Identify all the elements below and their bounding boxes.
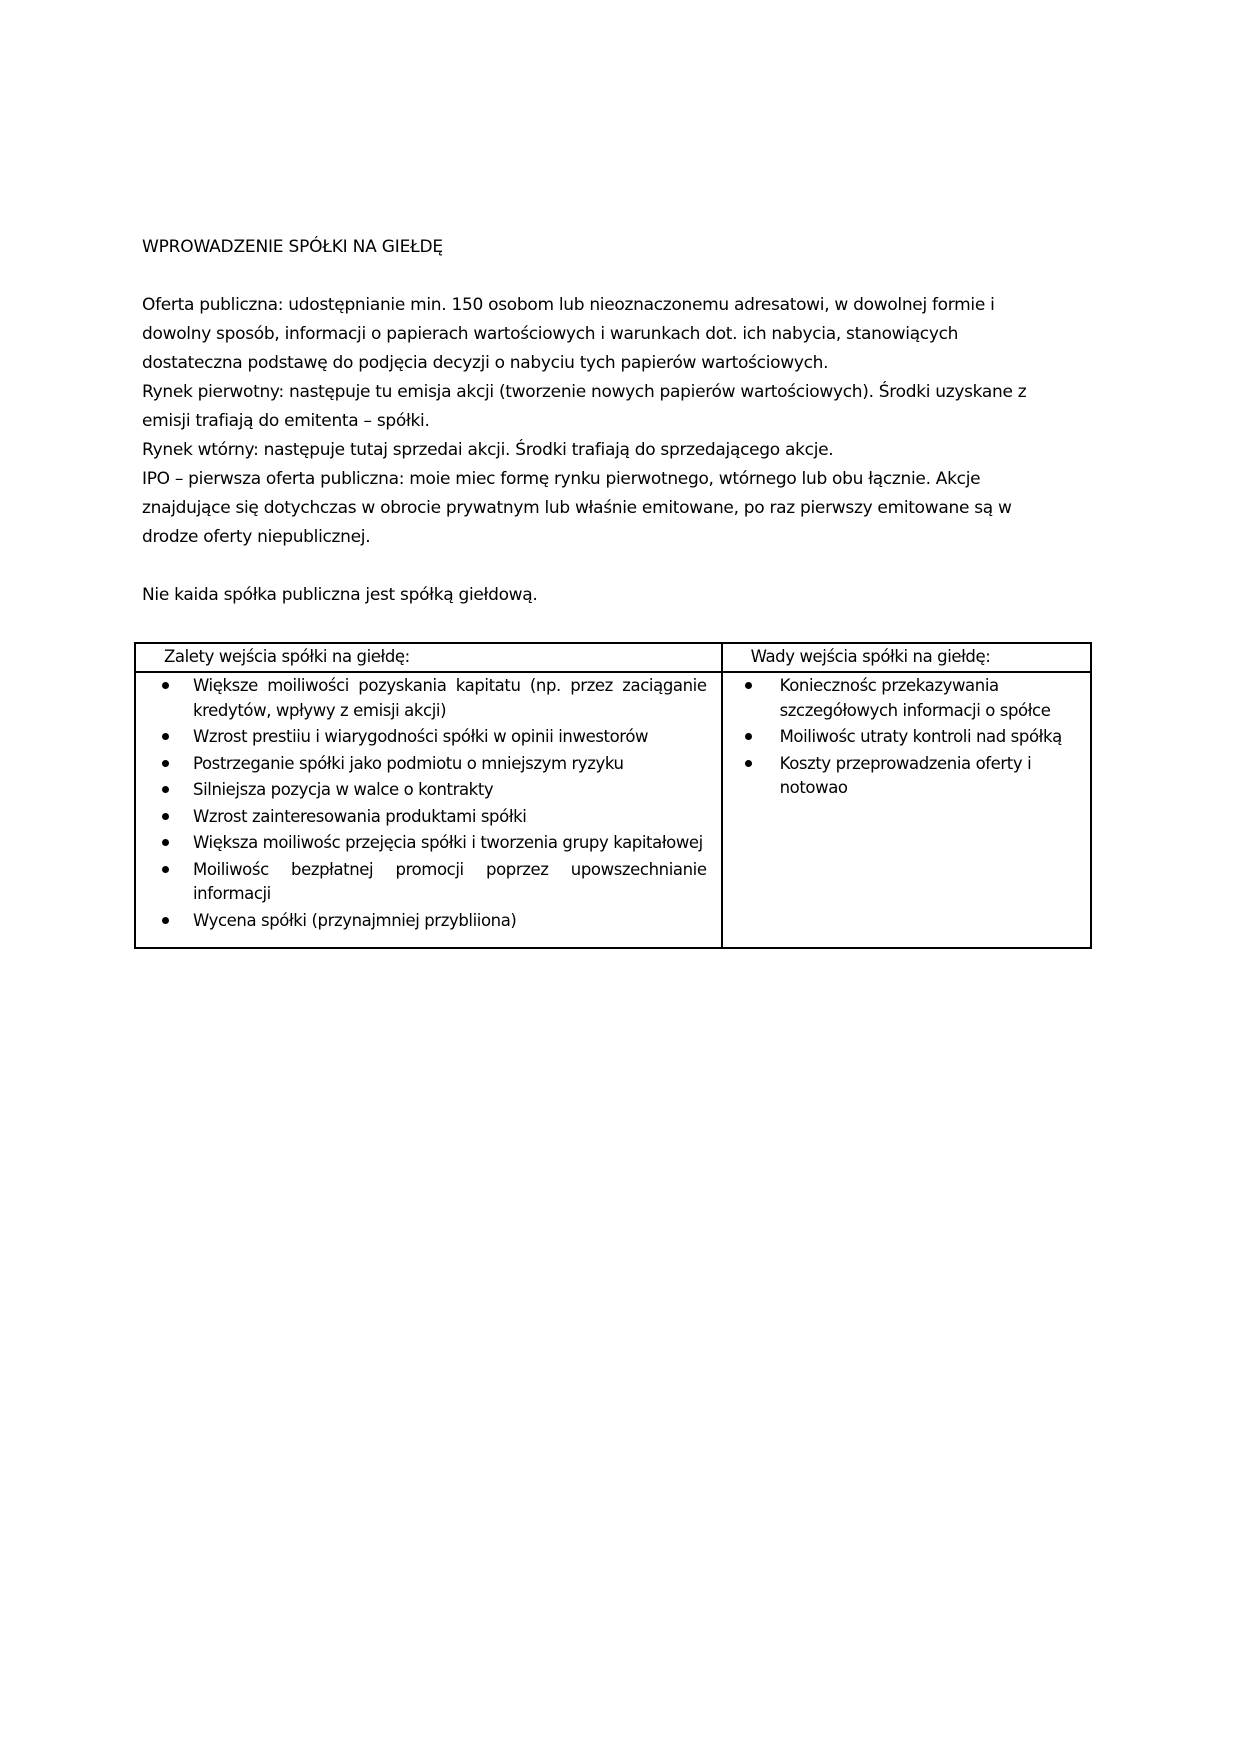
list-item: Wzrost prestiiu i wiarygodności spółki w opinii inwestorów <box>136 725 707 750</box>
paragraph-oferta-publiczna: Oferta publiczna: udostępnianie min. 150 osobom lub nieoznaczonemu adresatowi, w dowolnej formie i dowolny sposób, informacji o papierach wartościowych i warunkach dot. ich nabycia, stanowiących dostateczna podstawę do podjęcia decyzji o nabyciu tych papierów wartościowych. <box>142 295 995 373</box>
pros-list <box>136 674 707 933</box>
cons-cell <box>722 672 1091 948</box>
paragraph-rynek-pierwotny: Rynek pierwotny: następuje tu emisja akcji (tworzenie nowych papierów wartościowych). Środki uzyskane z emisji trafiają do emitenta – spółki. <box>142 382 1027 431</box>
list-item: Koszty przeprowadzenia oferty i notowao <box>723 752 1076 801</box>
list-item: Silniejsza pozycja w walce o kontrakty <box>136 778 707 803</box>
list-item: Moiliwośc utraty kontroli nad spółką <box>723 725 1076 750</box>
pros-cell <box>135 672 722 948</box>
document-title: WPROWADZENIE SPÓŁKI NA GIEŁDĘ <box>142 237 443 257</box>
list-item: Wzrost zainteresowania produktami spółki <box>136 805 707 830</box>
list-item: Większe moiliwości pozyskania kapitatu (np. przez zaciąganie kredytów, wpływy z emisji akcji) <box>136 674 707 723</box>
cons-list <box>723 674 1076 801</box>
list-item: Postrzeganie spółki jako podmiotu o mniejszym ryzyku <box>136 752 707 777</box>
closing-sentence: Nie kaida spółka publiczna jest spółką giełdową. <box>142 585 538 605</box>
cons-header: Wady wejścia spółki na giełdę: <box>722 643 1091 672</box>
table-header-row <box>135 643 1091 672</box>
document-body <box>142 291 1042 552</box>
list-item: Większa moiliwośc przejęcia spółki i tworzenia grupy kapitałowej <box>136 831 707 856</box>
paragraph-rynek-wtorny: Rynek wtórny: następuje tutaj sprzedai akcji. Środki trafiają do sprzedającego akcje. <box>142 440 834 460</box>
paragraph-ipo: IPO – pierwsza oferta publiczna: moie miec formę rynku pierwotnego, wtórnego lub obu łącznie. Akcje znajdujące się dotychczas w obrocie prywatnym lub właśnie emitowane, po raz pierwszy emitowane są w drodze oferty niepublicznej. <box>142 469 1012 547</box>
list-item: Koniecznośc przekazywania szczegółowych informacji o spółce <box>723 674 1076 723</box>
table-body-row <box>135 672 1091 948</box>
pros-cons-table <box>134 642 1092 949</box>
list-item: Wycena spółki (przynajmniej przybliiona) <box>136 909 707 934</box>
list-item: Moiliwośc bezpłatnej promocji poprzez upowszechnianie informacji <box>136 858 707 907</box>
pros-header: Zalety wejścia spółki na giełdę: <box>135 643 722 672</box>
